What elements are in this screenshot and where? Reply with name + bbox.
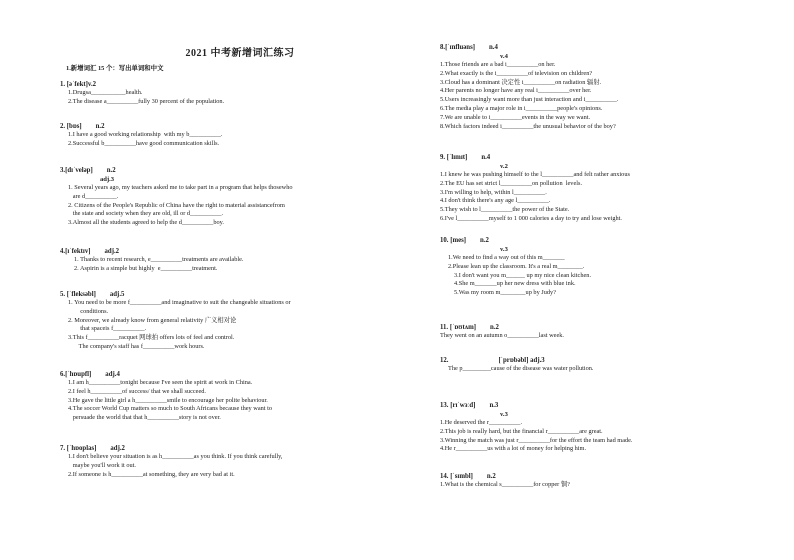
word-heading (60, 444, 282, 453)
word-heading (60, 166, 293, 175)
exercise-sentence: 2.The EU has set strict l__________on pollution levels. (440, 179, 583, 187)
exercise-sentence: that spaceis f__________. (74, 325, 147, 333)
exercise-sentence: persuade the world that that h__________story is not over. (68, 414, 221, 422)
exercise-sentence: They went on an autumn o__________last week. (440, 332, 564, 339)
part-of-speech: [ˈprɒbǝbl] adj.3 (498, 357, 545, 364)
word-phonetic: 8.[ˈɪnfluəns] (440, 44, 475, 51)
part-of-speech: n.2 (490, 324, 499, 331)
word-heading (440, 236, 591, 245)
exercise-sentence: 3.He gave the little girl a h__________smile to encourage her polite behaviour. (68, 396, 268, 404)
exercise-sentence: 1.We need to find a way out of this m_______ (448, 254, 565, 261)
word-heading (60, 122, 222, 131)
question-right-4 (440, 356, 594, 374)
exercise-sentence: conditions. (74, 307, 109, 315)
exercise-sentence: 3.Almost all the students agreed to help the d__________boy. (68, 219, 224, 227)
exercise-sentence: 6.I've l__________myself to 1 000 calories a day to try and lose weight. (440, 214, 622, 222)
secondary-part-of-speech: v.2 (500, 163, 508, 170)
word-heading (440, 43, 618, 52)
exercise-sentence: 2.Successful b__________have good communication skills. (68, 139, 220, 147)
word-heading (440, 323, 564, 332)
secondary-part-of-speech: v.3 (500, 411, 508, 418)
part-of-speech: n.3 (489, 402, 499, 409)
exercise-sentence: are d__________. (68, 192, 119, 200)
word-phonetic: 6.[ˈhɒupfl] (60, 371, 92, 378)
part-of-speech: n.2 (480, 237, 489, 244)
exercise-sentence: 1.Those friends are a bad i__________on her. (440, 61, 556, 68)
exercise-sentence: 2.If someone is h__________at something, they are very bad at it. (68, 470, 235, 478)
word-phonetic: 7. [ˈhɒoplas] (60, 445, 97, 452)
word-heading (440, 472, 570, 481)
word-phonetic: 11. [ˈɒʊtʌm] (440, 324, 477, 331)
word-heading (440, 153, 630, 162)
exercise-sentence: 2.I feel h__________of success/ that we shall succeed. (68, 387, 206, 395)
word-phonetic: 13. [rɪˈwɜːd] (440, 402, 476, 409)
question-left-4 (60, 290, 291, 352)
exercise-sentence: 1.I have a good working relationship with my b__________. (68, 131, 223, 138)
exercise-sentence: 2.This job is really hard, but the financial r__________are great. (440, 427, 603, 435)
exercise-sentence: 2.What exactly is the i__________of television on children? (440, 69, 593, 77)
part-of-speech: adj.5 (109, 291, 125, 298)
exercise-sentence: The company's staff has f__________work hours. (74, 342, 205, 350)
part-of-speech: adj.2 (104, 248, 120, 255)
exercise-sentence: 1.I am h__________tonight because I've seen the spirit at work in China. (68, 379, 253, 386)
question-left-2 (60, 166, 293, 228)
question-left-5 (60, 370, 272, 423)
exercise-sentence: 1. Several years ago, my teachers asked me to take part in a program that helps thosewho (68, 184, 293, 191)
exercise-sentence: 5.They wish to l__________the power of the State. (440, 206, 570, 214)
exercise-sentence: 3.Cloud has a dominant 决定性 i__________on radiation 辐射. (440, 78, 602, 86)
exercise-sentence: 3.I don't want you m______ up my nice clean kitchen. (454, 271, 592, 279)
question-left-0 (60, 80, 224, 107)
exercise-sentence: 1.Drugsa___________health. (68, 89, 143, 96)
exercise-sentence: 5.Users increasingly want more than just interaction and i__________. (440, 96, 619, 104)
page-subtitle: 1.新增词汇 15 个：写出单词和中文 (66, 65, 164, 72)
exercise-sentence: 8.Which factors indeed i__________the unusual behavior of the boy? (440, 122, 616, 130)
part-of-speech: n.4 (481, 154, 491, 161)
word-heading (440, 356, 594, 365)
question-left-3 (60, 247, 243, 274)
question-right-5 (440, 401, 633, 454)
question-left-6 (60, 444, 282, 479)
exercise-sentence: 7.We are unable to i__________events in the way we want. (440, 113, 591, 121)
exercise-sentence: 1.What is the chemical s__________for copper 铜? (440, 481, 570, 488)
question-right-2 (440, 236, 591, 298)
question-left-1 (60, 122, 222, 149)
exercise-sentence: 3.Winning the match was just r__________for the effort the team had made. (440, 436, 633, 444)
question-right-1 (440, 153, 630, 224)
exercise-sentence: 4.The soccer World Cup matters so much to South Africans because they want to (68, 405, 272, 413)
part-of-speech: adj.2 (110, 445, 125, 452)
part-of-speech: n.2 (486, 473, 496, 480)
word-heading (60, 80, 224, 89)
word-heading (60, 370, 272, 379)
word-phonetic: 3.[dɪˈvelǝp] (60, 167, 93, 174)
exercise-sentence: The p_________cause of the disease was water pollution. (448, 365, 594, 372)
exercise-sentence: the state and society when they are old, ill or d__________. (68, 210, 224, 218)
word-heading (60, 290, 291, 299)
part-of-speech: n.2 (106, 167, 116, 174)
part-of-speech: adj.4 (105, 371, 120, 378)
exercise-sentence: 1.I knew he was pushing himself to the l__________and felt rather anxious (440, 171, 630, 178)
secondary-part-of-speech: v.4 (500, 53, 508, 60)
word-phonetic: 14. [ˈsɪmbl] (440, 473, 473, 480)
exercise-sentence: 1. You need to be more f__________and imaginative to suit the changeable situations or (68, 299, 291, 306)
exercise-sentence: 2. Citizens of the People's Republic of China have the right to material assistancefrom (68, 201, 285, 209)
word-phonetic: 12. (440, 357, 449, 364)
page-title: 2021 中考新增词汇练习 (185, 48, 295, 59)
part-of-speech: n.2 (95, 123, 105, 130)
exercise-sentence: 2.The disease a__________fully 30 percent of the population. (68, 97, 225, 105)
question-right-6 (440, 472, 570, 490)
secondary-part-of-speech: v.3 (500, 246, 508, 253)
exercise-sentence: 1.I don't believe your situation is as h__________as you think. If you think carefully, (68, 453, 283, 460)
part-of-speech: n.4 (489, 44, 498, 51)
word-phonetic: 10. [mes] (440, 237, 467, 244)
secondary-part-of-speech: adj.3 (100, 176, 115, 183)
exercise-sentence: 1. Thanks to recent research, e__________treatments are available. (74, 256, 244, 263)
exercise-sentence: 6.The media play a major role in i__________people's opinions. (440, 104, 603, 112)
exercise-sentence: 2. Aspirin is a simple but highly e__________treatment. (74, 264, 218, 272)
word-phonetic: 2. [bɒs] (60, 123, 82, 130)
exercise-sentence: 2.Please lean up the classroom. It's a real m________. (448, 262, 585, 270)
question-right-0 (440, 43, 618, 131)
word-heading (440, 401, 633, 410)
word-phonetic: 4.[ɪˈfektɪv] (60, 248, 91, 255)
exercise-sentence: 4.He r__________us with a lot of money for helping him. (440, 445, 587, 453)
word-phonetic: 9. [ˈlɪmɪt] (440, 154, 468, 161)
word-phonetic: 1. [əˈfekt]v.2 (60, 81, 97, 88)
question-right-3 (440, 323, 564, 341)
exercise-sentence: 5.Was my room m________up by Judy? (454, 289, 556, 297)
exercise-sentence: 4.Her parents no longer have any real i__________over her. (440, 87, 592, 95)
exercise-sentence: 4.I don't think there's any age l__________. (440, 197, 551, 205)
word-heading (60, 247, 243, 256)
exercise-sentence: 2. Moreover, we already know from general relativity 广义相对论 (68, 316, 237, 324)
exercise-sentence: 4.She m_______up her new dress with blue ink. (454, 280, 576, 288)
word-phonetic: 5. [ˈfleksǝbl] (60, 291, 96, 298)
exercise-sentence: 1.He deserved the r__________. (440, 419, 523, 426)
exercise-sentence: 3.This f__________racquet 网球拍 offers lots of feel and control. (68, 334, 235, 342)
exercise-sentence: maybe you'll work it out. (68, 461, 136, 469)
exercise-sentence: 3.I'm willing to help, within l__________. (440, 188, 547, 196)
